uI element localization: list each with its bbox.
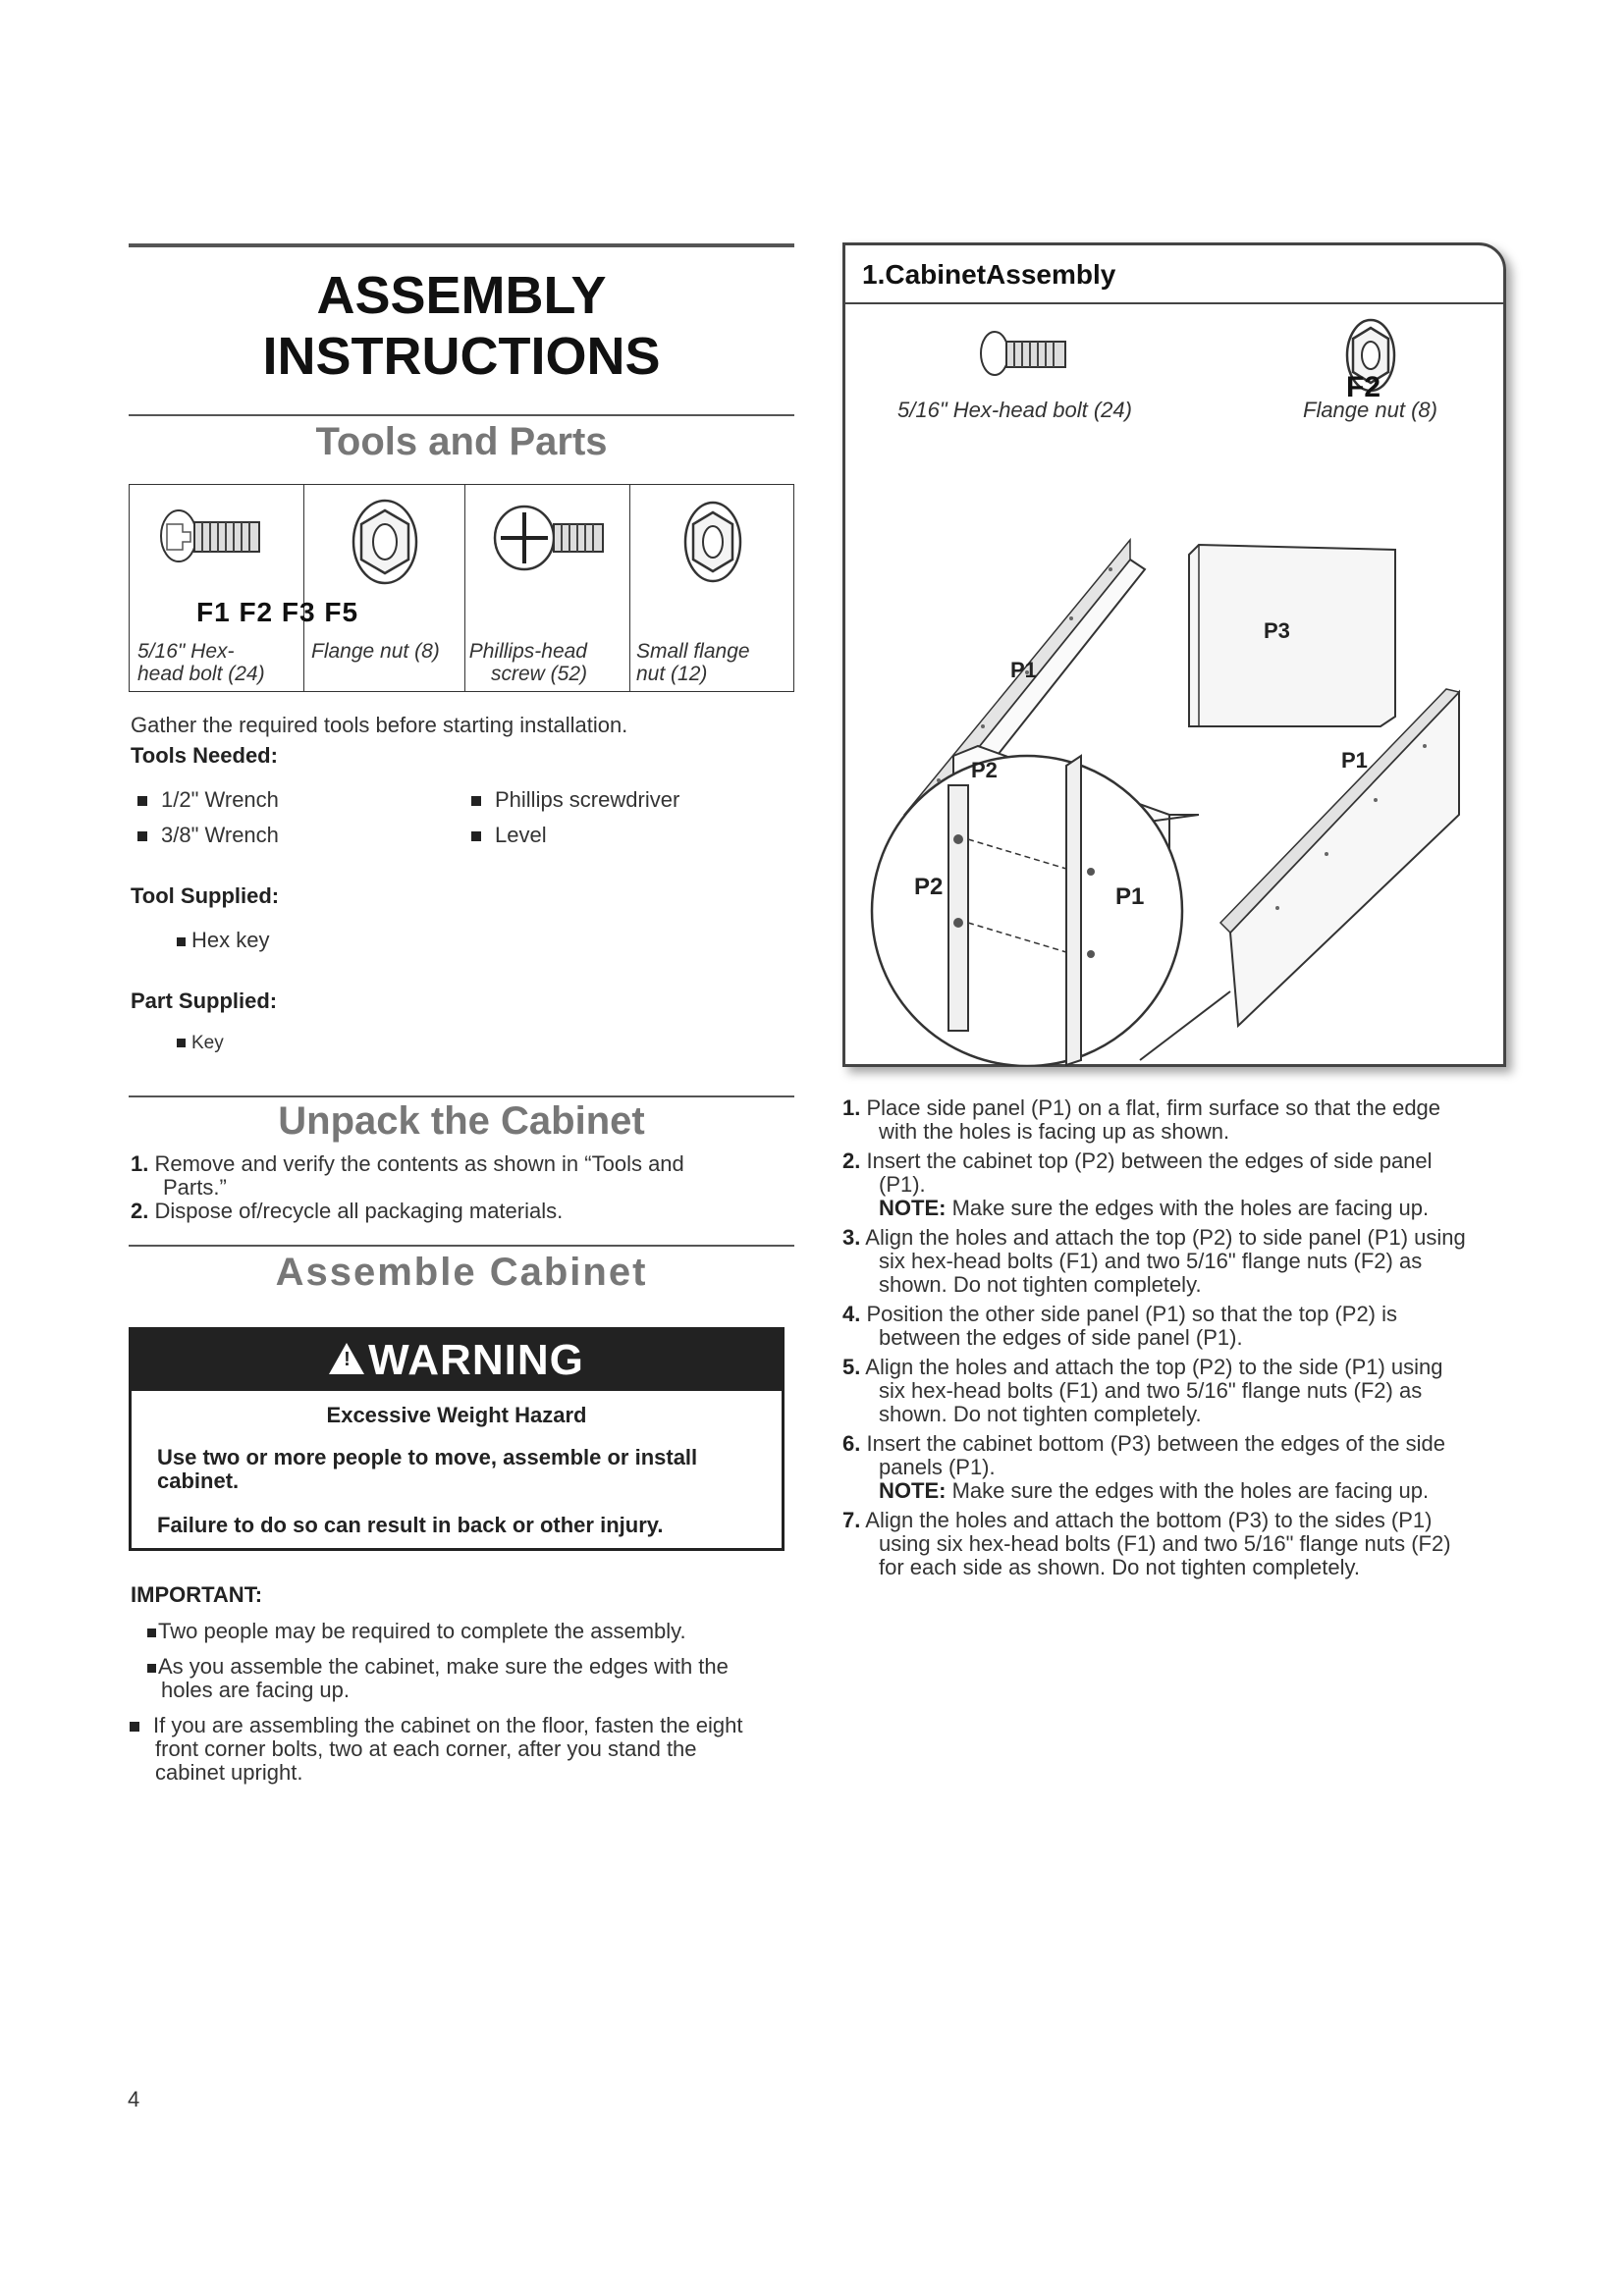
- small-flange-nut-icon: [630, 485, 796, 603]
- tools-needed-label: Tools Needed:: [131, 743, 278, 768]
- step-text-cont: with the holes is facing up as shown.: [879, 1119, 1230, 1144]
- step-number: 2.: [842, 1148, 861, 1173]
- step-text-cont: between the edges of side panel (P1).: [879, 1325, 1243, 1350]
- part-supplied-label: Part Supplied:: [131, 988, 278, 1013]
- bullet-icon: [177, 1039, 186, 1047]
- step-text-cont: six hex-head bolts (F1) and two 5/16" flange nuts (F2) as: [879, 1378, 1423, 1403]
- assemble-heading: Assemble Cabinet: [275, 1251, 648, 1294]
- step-text-cont: using six hex-head bolts (F1) and two 5/16" flange nuts (F2): [879, 1531, 1451, 1556]
- nut-caption: Flange nut (8): [1303, 398, 1437, 422]
- part-caption-small-flange-nut: [636, 640, 750, 685]
- important-text-cont: holes are facing up.: [161, 1678, 351, 1702]
- warning-hazard: Excessive Weight Hazard: [326, 1403, 587, 1427]
- important-text: If you are assembling the cabinet on the floor, fasten the eight: [153, 1713, 743, 1737]
- panel-p1-right: [1230, 692, 1459, 1026]
- label-zoom-p2: P2: [914, 874, 944, 900]
- step-text-cont: shown. Do not tighten completely.: [879, 1402, 1202, 1426]
- page-number: 4: [128, 2087, 140, 2111]
- tool-supplied-item: [177, 928, 269, 953]
- note-label: NOTE:: [879, 1478, 947, 1503]
- caption-line: Flange nut (8): [311, 640, 440, 663]
- bullet-icon: [177, 937, 186, 946]
- diagram-bolt-icon: [981, 332, 1065, 375]
- step-text: Place side panel (P1) on a flat, firm surface so that the edge: [866, 1095, 1441, 1120]
- top-rule: [129, 243, 794, 247]
- important-item-1: [147, 1620, 795, 1643]
- bullet-icon: [137, 831, 147, 841]
- section-rule: [129, 414, 794, 416]
- note-text: Make sure the edges with the holes are facing up.: [951, 1478, 1430, 1503]
- tool-supplied-label: Tool Supplied:: [131, 883, 280, 908]
- important-text-cont: cabinet upright.: [155, 1760, 303, 1785]
- cabinet-step-1: [842, 1096, 1520, 1144]
- important-text-cont: front corner bolts, two at each corner, after you stand the: [155, 1736, 697, 1761]
- unpack-step-2: [131, 1200, 779, 1223]
- step-text: Dispose of/recycle all packaging materials.: [154, 1199, 564, 1223]
- tool-label: 3/8" Wrench: [161, 823, 279, 847]
- step-text-cont: (P1).: [879, 1172, 926, 1197]
- gather-text: Gather the required tools before starting installation.: [131, 713, 628, 737]
- title-line-2: INSTRUCTIONS: [262, 327, 661, 386]
- label-p2: P2: [971, 758, 998, 782]
- cabinet-assembly-diagram: [842, 242, 1506, 1067]
- cabinet-step-3: [842, 1226, 1520, 1297]
- step-text-cont: shown. Do not tighten completely.: [879, 1272, 1202, 1297]
- flange-nut-icon: [304, 485, 465, 603]
- tool-label: Level: [495, 823, 547, 847]
- step-text: Align the holes and attach the top (P2) to side panel (P1) using: [865, 1225, 1466, 1250]
- unpack-steps: [131, 1152, 779, 1223]
- zoom-circle: [872, 756, 1182, 1066]
- step-text: Insert the cabinet bottom (P3) between the edges of the side: [866, 1431, 1445, 1456]
- assemble-rule: [129, 1245, 794, 1247]
- step-text-cont: panels (P1).: [879, 1455, 996, 1479]
- tool-item-wrench-three-eighths: [137, 823, 279, 848]
- note-label: NOTE:: [879, 1196, 947, 1220]
- step-text-cont: six hex-head bolts (F1) and two 5/16" flange nuts (F2) as: [879, 1249, 1423, 1273]
- important-text: As you assemble the cabinet, make sure the edges with the: [158, 1654, 729, 1679]
- label-p3: P3: [1264, 618, 1290, 643]
- unpack-heading: Unpack the Cabinet: [278, 1099, 645, 1143]
- tool-item-level: [471, 823, 547, 848]
- bullet-icon: [130, 1722, 139, 1732]
- important-item-2: [147, 1655, 795, 1702]
- step-text: Position the other side panel (P1) so that the top (P2) is: [866, 1302, 1398, 1326]
- tool-label: Phillips screwdriver: [495, 787, 680, 812]
- step-number: 1.: [842, 1095, 861, 1120]
- warning-header: [132, 1330, 782, 1391]
- cabinet-step-2: [842, 1149, 1520, 1220]
- step-text-cont: Parts.”: [163, 1175, 227, 1200]
- part-caption-phillips-screw: [456, 640, 587, 685]
- caption-line: 5/16" Hex-: [137, 640, 235, 663]
- panel-p3: [1189, 545, 1395, 726]
- caption-line: nut (12): [636, 663, 708, 685]
- warning-box: [129, 1327, 785, 1551]
- caption-line: head bolt (24): [137, 663, 265, 685]
- tool-supplied-value: Hex key: [191, 928, 270, 952]
- bolt-caption: 5/16" Hex-head bolt (24): [897, 398, 1132, 422]
- nut-code: F2: [1346, 371, 1381, 403]
- label-zoom-p1: P1: [1115, 883, 1145, 910]
- step-number: 5.: [842, 1355, 861, 1379]
- bullet-icon: [471, 831, 481, 841]
- warning-consequence: Failure to do so can result in back or other injury.: [157, 1513, 664, 1537]
- tool-label: 1/2" Wrench: [161, 787, 279, 812]
- warning-instruction: [157, 1446, 766, 1493]
- warning-line: cabinet.: [157, 1468, 240, 1493]
- step-text-cont: for each side as shown. Do not tighten completely.: [879, 1555, 1360, 1579]
- parts-codes: F1 F2 F3 F5: [196, 597, 359, 627]
- note-text: Make sure the edges with the holes are facing up.: [951, 1196, 1430, 1220]
- diagram-title: 1.CabinetAssembly: [862, 259, 1116, 290]
- important-item-3: [130, 1714, 797, 1785]
- bullet-icon: [471, 796, 481, 806]
- step-number: 3.: [842, 1225, 861, 1250]
- step-number: 2.: [131, 1199, 149, 1223]
- cabinet-steps: [842, 1096, 1520, 1585]
- page-title: [129, 265, 794, 387]
- tool-item-phillips-screwdriver: [471, 787, 679, 813]
- cabinet-step-5: [842, 1356, 1520, 1426]
- important-label: IMPORTANT:: [131, 1582, 263, 1607]
- step-number: 1.: [131, 1151, 149, 1176]
- warning-line: Use two or more people to move, assemble or install: [157, 1445, 698, 1469]
- title-line-1: ASSEMBLY: [316, 266, 607, 325]
- part-caption-flange-nut: [311, 640, 440, 663]
- step-text: Align the holes and attach the top (P2) to the side (P1) using: [865, 1355, 1443, 1379]
- unpack-rule: [129, 1095, 794, 1097]
- label-p1-left: P1: [1010, 658, 1037, 682]
- caption-line: screw (52): [490, 663, 587, 685]
- cabinet-step-7: [842, 1509, 1520, 1579]
- part-caption-bolt: [137, 640, 265, 685]
- bullet-icon: [147, 1664, 156, 1673]
- step-text: Remove and verify the contents as shown in “Tools and: [154, 1151, 684, 1176]
- tools-parts-heading: Tools and Parts: [315, 420, 608, 463]
- step-number: 6.: [842, 1431, 861, 1456]
- step-number: 4.: [842, 1302, 861, 1326]
- unpack-step-1: [131, 1152, 779, 1176]
- caption-line: Small flange: [636, 640, 750, 663]
- hex-bolt-icon: [130, 485, 303, 603]
- cabinet-step-4: [842, 1303, 1520, 1350]
- step-text: Insert the cabinet top (P2) between the edges of side panel: [866, 1148, 1433, 1173]
- part-supplied-item: [177, 1033, 224, 1054]
- caption-line: Phillips-head: [468, 640, 587, 663]
- phillips-screw-icon: [465, 485, 630, 603]
- warning-label: WARNING: [368, 1336, 584, 1384]
- label-p1-right: P1: [1341, 748, 1368, 773]
- part-supplied-value: Key: [191, 1033, 224, 1053]
- step-number: 7.: [842, 1508, 861, 1532]
- warning-triangle-icon: !: [329, 1343, 364, 1374]
- important-text: Two people may be required to complete the assembly.: [158, 1619, 686, 1643]
- bullet-icon: [147, 1629, 156, 1637]
- tool-item-wrench-half: [137, 787, 279, 813]
- step-text: Align the holes and attach the bottom (P3) to the sides (P1): [865, 1508, 1433, 1532]
- bullet-icon: [137, 796, 147, 806]
- cabinet-step-6: [842, 1432, 1520, 1503]
